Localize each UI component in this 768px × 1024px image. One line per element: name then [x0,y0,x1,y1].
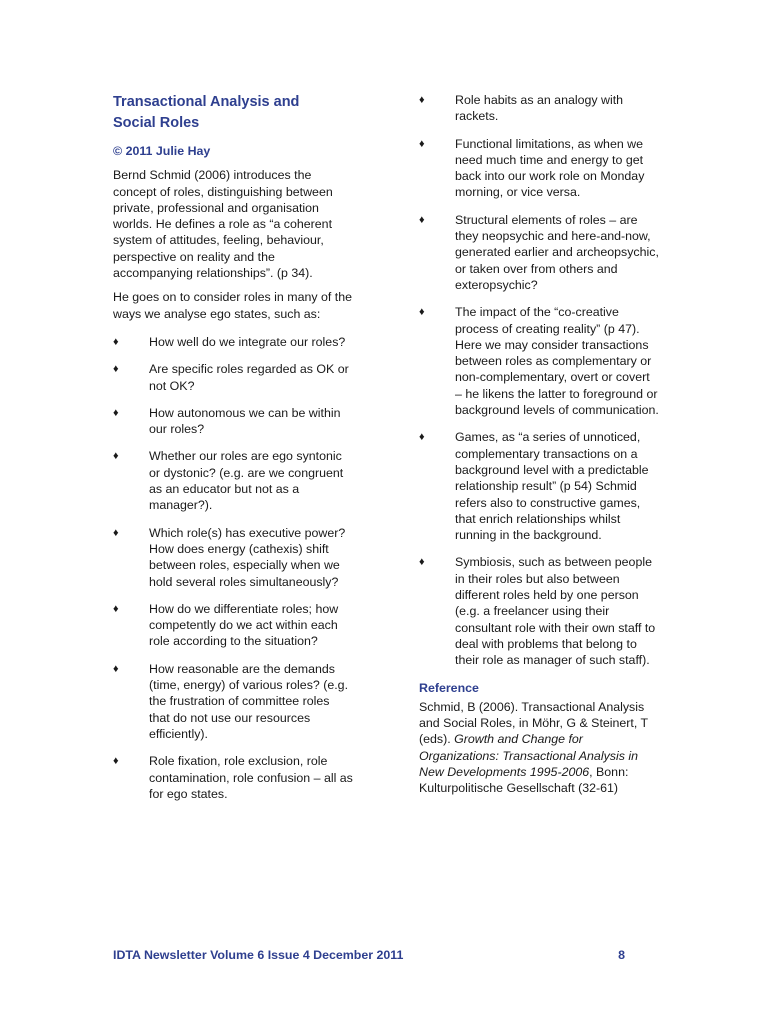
bullet-text: How reasonable are the demands (time, energy) of various roles? (e.g. the frustration of committee roles that do not use our resources efficiently). [149,661,349,741]
title-line-1: Transactional Analysis and [113,94,300,110]
list-item [419,554,659,668]
article-title [113,92,353,134]
bullet-text: Role fixation, role exclusion, role contamination, role confusion – all as for ego states. [149,754,353,801]
list-item [113,361,353,394]
left-column [113,92,353,813]
second-paragraph: He goes on to consider roles in many of the ways we analyse ego states, such as: [113,290,352,321]
bullet-text: Symbiosis, such as between people in their roles but also between different roles held by one person (e.g. a freelancer using their consultant role with their own staff to deal with problems that belong to their role as manager of such staff). [455,555,656,668]
diamond-bullet-icon: ♦ [113,450,119,463]
diamond-bullet-icon: ♦ [419,556,425,569]
newsletter-issue: IDTA Newsletter Volume 6 Issue 4 December 2011 [113,948,404,962]
diamond-bullet-icon: ♦ [113,602,119,615]
bullet-text: How do we differentiate roles; how competently do we act within each role according to the situation? [149,601,339,649]
list-item [113,334,353,350]
page-footer [113,948,625,962]
diamond-bullet-icon: ♦ [419,431,425,444]
diamond-bullet-icon: ♦ [113,363,119,376]
bullet-text: Role habits as an analogy with rackets. [455,93,624,124]
diamond-bullet-icon: ♦ [113,406,119,419]
bullet-text: Functional limitations, as when we need much time and energy to get back into our work role on Monday morning, or vice versa. [455,136,645,200]
bullet-text: The impact of the “co-creative process of creating reality” (p 47). Here we may consider transactions between roles as complementary or non-complementary, overt or covert – he likens the latter to foreground or background levels of communication. [455,305,659,418]
list-item [419,92,659,125]
list-item [113,448,353,513]
reference-text [419,699,659,797]
reference-book-title: Growth and Change for Organizations: Transactional Analysis in New Developments 1995-2006 [419,732,639,779]
list-item [113,601,353,650]
title-line-2: Social Roles [113,115,200,131]
reference-text-end: , Bonn: Kulturpolitische Gesellschaft (32-61) [419,764,629,796]
diamond-bullet-icon: ♦ [113,335,119,348]
diamond-bullet-icon: ♦ [113,662,119,675]
left-bullet-list [113,334,353,802]
list-item [113,405,353,438]
list-item [419,136,659,201]
author-copyright: © 2011 Julie Hay [113,144,211,158]
diamond-bullet-icon: ♦ [419,94,425,106]
bullet-text: Are specific roles regarded as OK or not OK? [149,362,349,393]
bullet-text: Structural elements of roles – are they neopsychic and here-and-now, generated earlier and archeopsychic, or taken over from others and exteropsychic? [455,212,659,292]
diamond-bullet-icon: ♦ [113,526,119,539]
diamond-bullet-icon: ♦ [419,137,425,150]
page-number: 8 [618,948,625,962]
bullet-text: How well do we integrate our roles? [149,334,346,349]
bullet-text: Which role(s) has executive power? How does energy (cathexis) shift between roles, especially when we hold several roles simultaneously? [149,525,346,589]
diamond-bullet-icon: ♦ [113,755,119,768]
diamond-bullet-icon: ♦ [419,306,425,319]
list-item [419,429,659,543]
list-item [113,661,353,742]
list-item [419,304,659,418]
bullet-text: Whether our roles are ego syntonic or dystonic? (e.g. are we congruent as an educator but not as a manager?). [149,449,344,513]
right-bullet-list [419,92,659,669]
list-item [419,212,659,293]
bullet-text: Games, as “a series of unnoticed, complementary transactions on a background level with a predictable relationship result” (p 54) Schmid refers also to constructive games, that enrich relationships whilst running in the background. [455,430,649,543]
reference-heading: Reference [419,680,479,695]
right-column [419,92,659,797]
list-item [113,753,353,802]
reference-text-start: Schmid, B (2006). Transactional Analysis and Social Roles, in Möhr, G & Steinert, T (eds). [419,699,648,747]
bullet-text: How autonomous we can be within our roles? [149,405,341,437]
intro-paragraph: Bernd Schmid (2006) introduces the concept of roles, distinguishing between private, professional and organisation worlds. He defines a role as “a coherent system of attitudes, feeling, behaviour, perspective on reality and the accompanying relationships”. (p 34). [113,168,333,281]
list-item [113,525,353,590]
diamond-bullet-icon: ♦ [419,213,425,226]
